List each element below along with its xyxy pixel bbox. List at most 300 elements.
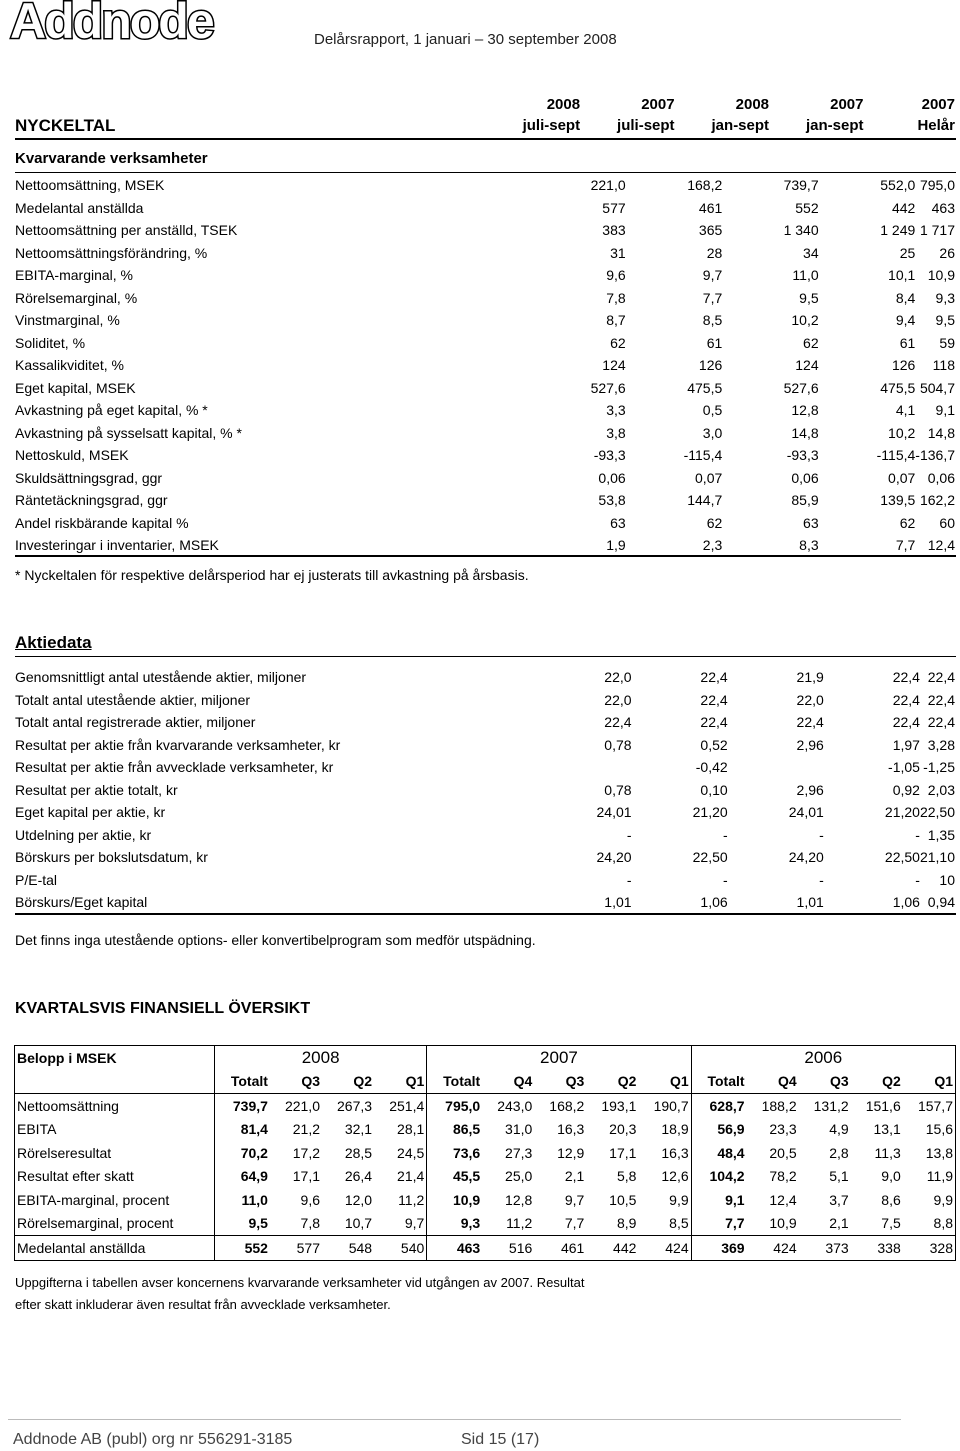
table-row (15, 377, 955, 400)
kvartal-title: KVARTALSVIS FINANSIELL ÖVERSIKT (15, 1000, 311, 1017)
table-row (15, 666, 955, 689)
cell-value: 48,4 (691, 1141, 746, 1165)
cell-value: - (626, 871, 632, 888)
cell-value: 22,50 (692, 849, 728, 865)
header-rule (15, 138, 956, 140)
cell-value: 243,0 (497, 1097, 533, 1114)
cell-value: 131,2 (813, 1097, 849, 1114)
cell-value: 0,78 (604, 781, 632, 798)
cell-value: 22,4 (700, 714, 728, 730)
table-row (15, 734, 955, 757)
row-label: Eget kapital per aktie, kr (15, 804, 166, 820)
cell-value: 22,4 (892, 669, 920, 685)
cell-value: 62 (706, 514, 723, 531)
cell-value: 9,5 (935, 312, 955, 328)
table-row (15, 197, 955, 220)
cell-value: 20,3 (609, 1121, 637, 1138)
cell-value: 162,2 (919, 492, 955, 508)
cell-value: 11,2 (398, 1191, 425, 1208)
cell-value: 7,8 (606, 289, 626, 306)
cell-value: 62 (803, 334, 819, 351)
row-label: Börskurs/Eget kapital (15, 894, 148, 910)
col-year: 2008 (546, 96, 581, 113)
cell-value: 0,94 (927, 894, 955, 910)
col-year: 2007 (921, 96, 955, 113)
table-row (15, 1118, 956, 1142)
cell-value: 28 (706, 244, 723, 261)
cell-value: 475,5 (880, 379, 916, 396)
cell-value: - (723, 871, 728, 888)
row-label: Vinstmarginal, % (15, 312, 120, 328)
cell-value: 73,6 (427, 1141, 482, 1165)
cell-value: 15,6 (903, 1118, 956, 1142)
nyckeltal-title: NYCKELTAL (15, 116, 116, 135)
table-row (15, 219, 955, 242)
cell-value: 31 (610, 244, 626, 261)
cell-value: 383 (602, 222, 626, 238)
nyckeltal-footnote: * Nyckeltalen för respektive delårsperiod har ej justerats till avkastning på årsbasis. (15, 567, 529, 583)
cell-value: 24,01 (788, 804, 824, 820)
column-header: Totalt (427, 1070, 482, 1094)
cell-value: 22,4 (892, 691, 920, 708)
cell-value: 3,7 (829, 1191, 849, 1208)
cell-value: 56,9 (691, 1118, 746, 1142)
cell-value: 9,1 (691, 1188, 746, 1212)
cell-value: -115,4 (876, 447, 916, 463)
cell-value: 9,6 (606, 267, 626, 283)
cell-value: 504,7 (919, 379, 955, 396)
cell-value: 7,8 (300, 1215, 320, 1232)
cell-value: - (723, 826, 728, 843)
row-label: Skuldsättningsgrad, ggr (15, 469, 163, 486)
col-period: jan-sept (805, 117, 864, 134)
column-header: Q1 (374, 1070, 427, 1094)
cell-value: 20,5 (769, 1144, 797, 1161)
cell-value: 9,0 (881, 1168, 901, 1185)
cell-value: 9,5 (215, 1212, 270, 1236)
cell-value: 10,2 (888, 424, 916, 441)
row-label: Medelantal anställda (15, 199, 144, 216)
cell-value: 21,10 (919, 849, 955, 865)
cell-value: 3,3 (606, 402, 626, 418)
row-label: Nettoomsättning per anställd, TSEK (15, 222, 238, 238)
table-row (15, 444, 955, 467)
cell-value: 10,5 (609, 1191, 637, 1208)
table-row (15, 779, 955, 802)
cell-value: 9,3 (427, 1212, 482, 1236)
cell-value: 139,5 (880, 492, 916, 508)
cell-value: 552,0 (880, 177, 916, 193)
row-label: Rörelseresultat (15, 1141, 215, 1165)
cell-value: 8,3 (799, 537, 819, 553)
table-row (15, 689, 955, 712)
row-label: Totalt antal utestående aktier, miljoner (15, 691, 251, 708)
cell-value: 22,0 (604, 691, 632, 708)
cell-value: 126 (891, 357, 916, 373)
cell-value: 1 249 (880, 222, 916, 238)
cell-value: -1,05 (888, 759, 920, 775)
table-row (15, 1212, 956, 1236)
table-row (15, 422, 955, 445)
col-year: 2007 (830, 96, 864, 113)
cell-value: 475,5 (687, 379, 723, 396)
cell-value: 221,0 (284, 1097, 320, 1114)
cell-value: 267,3 (337, 1097, 373, 1114)
cell-value: 251,4 (389, 1097, 425, 1114)
cell-value: 17,1 (292, 1168, 320, 1185)
cell-value: 11,9 (903, 1165, 956, 1189)
cell-value: 8,9 (616, 1215, 637, 1232)
cell-value: - (915, 826, 920, 843)
cell-value: 8,6 (881, 1191, 901, 1208)
row-label: Andel riskbärande kapital % (15, 514, 189, 531)
cell-value: 61 (899, 334, 916, 351)
cell-value: 0,5 (702, 402, 723, 418)
cell-value: 157,7 (903, 1094, 956, 1118)
nyckeltal-bottom-rule (15, 555, 956, 557)
cell-value: 22,50 (919, 804, 955, 820)
cell-value: 22,4 (700, 669, 728, 685)
cell-value: 22,50 (884, 849, 920, 865)
table-row (15, 512, 955, 535)
column-header: Totalt (691, 1070, 746, 1094)
cell-value: 14,8 (791, 424, 819, 441)
cell-value: 628,7 (691, 1094, 746, 1118)
cell-value: 9,3 (935, 289, 955, 306)
aktiedata-title: Aktiedata (15, 633, 92, 652)
cell-value: 2,03 (927, 781, 955, 798)
cell-value: 8,4 (895, 289, 916, 306)
cell-value: 463 (427, 1236, 482, 1261)
table-row (15, 534, 955, 557)
cell-value: 32,1 (344, 1121, 373, 1138)
table-row (15, 242, 955, 265)
cell-value: 25 (899, 244, 916, 261)
cell-value: 11,0 (215, 1188, 270, 1212)
kvartal-table (14, 1045, 956, 1261)
table-row (15, 711, 955, 734)
cell-value: 53,8 (598, 492, 626, 508)
year-2008: 2008 (215, 1046, 427, 1070)
cell-value: 461 (534, 1236, 586, 1261)
cell-value: 21,20 (884, 804, 920, 820)
year-2006: 2006 (691, 1046, 955, 1070)
cell-value: 63 (803, 514, 819, 531)
row-label: Medelantal anställda (15, 1236, 215, 1261)
cell-value: 0,52 (700, 736, 728, 753)
cell-value: 10,2 (791, 312, 819, 328)
cell-value: 16,3 (661, 1144, 689, 1161)
cell-value: 22,0 (604, 669, 632, 685)
nyckeltal-header (15, 94, 955, 136)
column-header: Q3 (799, 1070, 851, 1094)
table-row (15, 1236, 956, 1261)
table-row (15, 467, 955, 490)
aktiedata-bottom-rule (15, 913, 956, 915)
table-row (15, 287, 955, 310)
cell-value: 0,78 (604, 736, 632, 753)
row-label: Totalt antal registrerade aktier, miljoner (15, 714, 256, 730)
cell-value: 795,0 (427, 1094, 482, 1118)
cell-value: 9,6 (300, 1191, 320, 1208)
cell-value: 25,0 (505, 1168, 533, 1185)
kvartal-table-wrap (14, 1045, 956, 1261)
cell-value: 24,20 (596, 849, 632, 865)
cell-value: - (819, 826, 824, 843)
cell-value: 7,7 (702, 289, 723, 306)
cell-value: 34 (803, 244, 819, 261)
cell-value: 2,96 (796, 736, 824, 753)
cell-value: 221,0 (590, 177, 626, 193)
cell-value: 9,4 (895, 312, 916, 328)
cell-value: 28,5 (344, 1144, 373, 1161)
cell-value: -0,42 (695, 759, 728, 775)
cell-value: 0,07 (888, 469, 916, 486)
table-row (15, 824, 955, 847)
cell-value: 64,9 (215, 1165, 270, 1189)
cell-value: - (819, 871, 824, 888)
cell-value: 577 (602, 199, 626, 216)
cell-value: 26,4 (344, 1168, 373, 1185)
row-label: Resultat efter skatt (15, 1165, 215, 1189)
cell-value: 13,8 (903, 1141, 956, 1165)
cell-value: 17,2 (292, 1144, 320, 1161)
cell-value: 21,2 (292, 1121, 320, 1138)
cell-value: 126 (698, 357, 723, 373)
cell-value: 0,92 (892, 781, 920, 798)
row-label: EBITA-marginal, % (15, 267, 133, 283)
cell-value: 13,1 (873, 1121, 901, 1138)
table-row (15, 801, 955, 824)
table-row (15, 332, 955, 355)
cell-value: 9,5 (799, 289, 819, 306)
cell-value: 540 (374, 1236, 427, 1261)
cell-value: 9,7 (564, 1191, 585, 1208)
cell-value: 81,4 (215, 1118, 270, 1142)
aktiedata-rule (15, 656, 956, 657)
row-label: Rörelsemarginal, procent (15, 1212, 215, 1236)
cell-value: 9,7 (702, 267, 723, 283)
cell-value: 24,5 (397, 1144, 425, 1161)
cell-value: 4,9 (829, 1121, 849, 1138)
aktiedata-note: Det finns inga utestående options- eller konvertibelprogram som medför utspädning. (15, 932, 536, 948)
cell-value: 14,8 (927, 424, 955, 441)
col-period: jan-sept (711, 117, 770, 134)
cell-value: 10,9 (927, 267, 955, 283)
corner-label: Belopp i MSEK (15, 1046, 215, 1094)
cell-value: 23,3 (769, 1121, 797, 1138)
section-kvarvarande: Kvarvarande verksamheter (15, 150, 208, 167)
cell-value (535, 756, 631, 779)
addnode-logo: Addnode (10, 0, 213, 49)
row-label: Nettoomsättningsförändring, % (15, 244, 208, 261)
cell-value: 85,9 (791, 492, 819, 508)
cell-value: 0,10 (700, 781, 728, 798)
nyckeltal-table (15, 174, 955, 557)
cell-value: - (626, 826, 632, 843)
column-header: Q2 (586, 1070, 638, 1094)
cell-value: 12,4 (769, 1191, 797, 1208)
cell-value: 17,1 (609, 1144, 637, 1161)
table-row (15, 264, 955, 287)
cell-value: 21,20 (692, 804, 728, 820)
cell-value: -136,7 (915, 447, 955, 463)
cell-value: 3,28 (927, 736, 955, 753)
cell-value: 27,3 (505, 1144, 533, 1161)
table-row (15, 1165, 956, 1189)
cell-value: 4,1 (895, 402, 916, 418)
cell-value: 24,01 (596, 804, 632, 820)
row-label: Soliditet, % (15, 334, 86, 351)
cell-value: 22,4 (604, 714, 632, 730)
cell-value: 62 (899, 514, 916, 531)
cell-value: 11,3 (874, 1144, 901, 1161)
cell-value: 86,5 (427, 1118, 482, 1142)
cell-value: 3,0 (702, 424, 723, 441)
section-rule (15, 172, 956, 173)
row-label: Nettoskuld, MSEK (15, 447, 129, 463)
cell-value: 7,5 (881, 1215, 901, 1232)
table-row (15, 869, 955, 892)
cell-value: 21,9 (796, 669, 824, 685)
cell-value: 1,97 (892, 736, 920, 753)
cell-value: -93,3 (593, 447, 626, 463)
cell-value (728, 756, 824, 779)
cell-value: 338 (851, 1236, 903, 1261)
cell-value: 1 340 (783, 222, 819, 238)
cell-value: 22,4 (892, 714, 920, 730)
cell-value: 2,1 (829, 1215, 849, 1232)
cell-value: 328 (903, 1236, 956, 1261)
year-2007: 2007 (427, 1046, 691, 1070)
col-period: juli-sept (617, 117, 675, 134)
cell-value: 22,4 (927, 691, 955, 708)
cell-value: 28,1 (397, 1121, 425, 1138)
cell-value: 10,1 (888, 267, 916, 283)
cell-value: 795,0 (919, 177, 955, 193)
cell-value: 12,0 (344, 1191, 373, 1208)
cell-value: 9,9 (669, 1191, 689, 1208)
cell-value: 22,4 (796, 714, 824, 730)
row-label: EBITA (15, 1118, 215, 1142)
col-year: 2008 (735, 96, 770, 113)
footer-company: Addnode AB (publ) org nr 556291-3185 (13, 1431, 293, 1448)
footer-rule (8, 1419, 901, 1420)
cell-value: 11,0 (792, 267, 819, 283)
cell-value: 151,6 (865, 1097, 901, 1114)
cell-value: 190,7 (653, 1097, 689, 1114)
cell-value: 26 (939, 244, 955, 261)
report-title: Delårsrapport, 1 januari – 30 september 2008 (314, 31, 617, 48)
table-row (15, 756, 955, 779)
row-label: Utdelning per aktie, kr (15, 826, 152, 843)
cell-value: 1,9 (606, 537, 626, 553)
row-label: Kassalikviditet, % (15, 357, 124, 373)
cell-value: 12,4 (927, 537, 955, 553)
column-header: Q3 (270, 1070, 322, 1094)
cell-value: 124 (602, 357, 626, 373)
cell-value: 0,07 (695, 469, 723, 486)
cell-value: 10,9 (769, 1215, 797, 1232)
cell-value: 463 (931, 199, 955, 216)
row-label: Investeringar i inventarier, MSEK (15, 537, 219, 553)
cell-value: 442 (891, 199, 916, 216)
cell-value: 12,8 (505, 1191, 533, 1208)
cell-value: 2,3 (702, 537, 723, 553)
cell-value: 12,8 (791, 402, 819, 418)
row-label: Rörelsemarginal, % (15, 289, 138, 306)
cell-value: 5,1 (829, 1168, 849, 1185)
cell-value: 10,9 (427, 1188, 482, 1212)
column-header: Q2 (322, 1070, 374, 1094)
footer-page: Sid 15 (17) (461, 1431, 540, 1448)
cell-value: 739,7 (215, 1094, 270, 1118)
cell-value: 442 (586, 1236, 638, 1261)
cell-value: 18,9 (661, 1121, 689, 1138)
table-row (15, 174, 955, 197)
row-label: Räntetäckningsgrad, ggr (15, 492, 168, 508)
cell-value: 63 (610, 514, 626, 531)
cell-value: 1 717 (919, 222, 955, 238)
column-header: Q2 (851, 1070, 903, 1094)
cell-value: 7,7 (895, 537, 916, 553)
row-label: P/E-tal (15, 871, 58, 888)
cell-value: -1,25 (923, 759, 955, 775)
column-header: Totalt (215, 1070, 270, 1094)
cell-value: 10,7 (344, 1215, 373, 1232)
column-header: Q4 (482, 1070, 534, 1094)
row-label: Resultat per aktie från kvarvarande verksamheter, kr (15, 736, 341, 753)
cell-value: 548 (322, 1236, 374, 1261)
cell-value: 527,6 (590, 379, 626, 396)
table-row (15, 891, 955, 914)
cell-value: 3,8 (606, 424, 626, 441)
cell-value: 22,0 (796, 691, 824, 708)
row-label: Nettoomsättning, MSEK (15, 177, 165, 193)
cell-value: 373 (799, 1236, 851, 1261)
column-header: Q4 (747, 1070, 799, 1094)
cell-value: 8,7 (606, 312, 626, 328)
row-label: EBITA-marginal, procent (15, 1188, 215, 1212)
cell-value: - (915, 871, 920, 888)
kvartal-note-1: Uppgifterna i tabellen avser koncernens kvarvarande verksamheter vid utgången av 2007. Resultat (15, 1275, 585, 1290)
table-row (15, 1188, 956, 1212)
cell-value: 739,7 (783, 177, 819, 193)
cell-value: 78,2 (769, 1168, 797, 1185)
cell-value: 45,5 (427, 1165, 482, 1189)
table-row (15, 354, 955, 377)
table-row (15, 1094, 956, 1118)
cell-value: 0,06 (598, 469, 626, 486)
cell-value: 2,8 (829, 1144, 849, 1161)
cell-value: 1,35 (927, 826, 955, 843)
cell-value: 118 (932, 357, 955, 373)
cell-value: 144,7 (687, 492, 723, 508)
cell-value: 1,06 (892, 894, 920, 910)
row-label: Avkastning på sysselsatt kapital, % * (15, 424, 242, 441)
cell-value: 7,7 (691, 1212, 746, 1236)
cell-value: 61 (706, 334, 723, 351)
cell-value: 188,2 (761, 1097, 797, 1114)
cell-value: 8,8 (903, 1212, 956, 1236)
cell-value: 577 (270, 1236, 322, 1261)
cell-value: 24,20 (788, 849, 824, 865)
cell-value: 0,06 (927, 469, 955, 486)
row-label: Avkastning på eget kapital, % * (15, 402, 208, 418)
cell-value: 552 (795, 199, 819, 216)
table-row (15, 1141, 956, 1165)
cell-value: -93,3 (786, 447, 819, 463)
